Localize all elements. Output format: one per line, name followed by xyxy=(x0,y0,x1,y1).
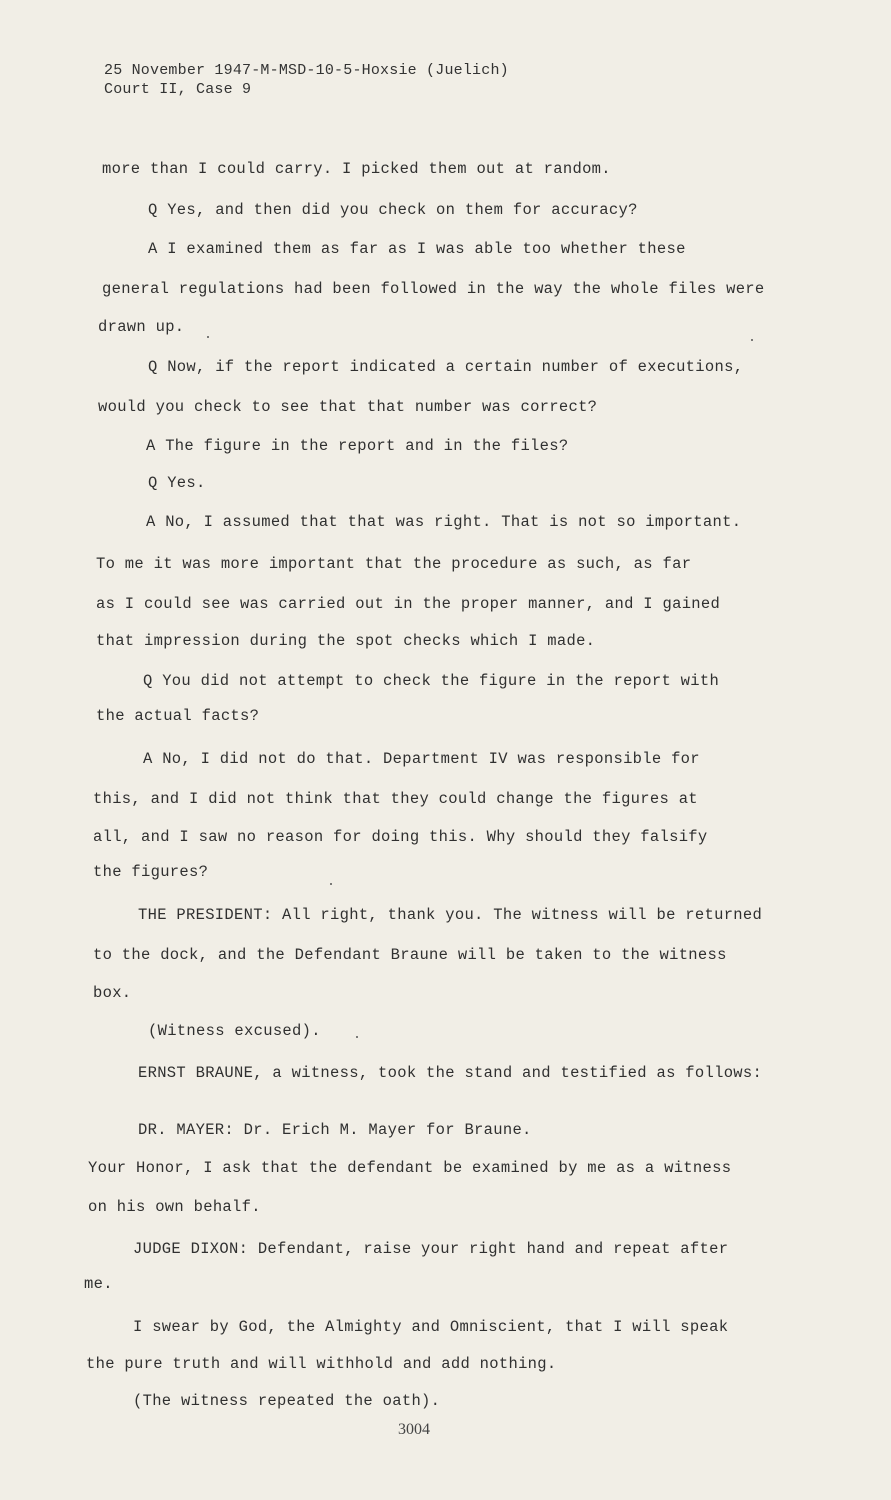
transcript-line: Your Honor, I ask that the defendant be examined by me as a witness xyxy=(88,1159,732,1177)
ink-speck xyxy=(751,339,753,341)
transcript-line: Q You did not attempt to check the figure in the report with xyxy=(143,672,720,690)
transcript-line: more than I could carry. I picked them out at random. xyxy=(102,160,611,178)
transcript-line: A I examined them as far as I was able too whether these xyxy=(148,240,686,258)
ink-speck xyxy=(330,883,332,885)
transcript-line: Q Yes. xyxy=(148,474,206,492)
transcript-line: to the dock, and the Defendant Braune will be taken to the witness xyxy=(93,946,727,964)
page-number: 3004 xyxy=(398,1421,430,1438)
transcript-line: Q Yes, and then did you check on them for accuracy? xyxy=(148,201,638,219)
transcript-line: me. xyxy=(84,1275,113,1293)
transcript-line: drawn up. xyxy=(98,318,185,336)
transcript-line: (Witness excused). xyxy=(148,1022,321,1040)
transcript-line: the figures? xyxy=(93,863,209,881)
ink-speck xyxy=(207,336,209,338)
transcript-line: general regulations had been followed in the way the whole files were xyxy=(102,280,765,298)
transcript-line: as I could see was carried out in the proper manner, and I gained xyxy=(96,595,721,613)
header-court-case: Court II, Case 9 xyxy=(104,81,252,98)
transcript-line: that impression during the spot checks which I made. xyxy=(96,632,596,650)
transcript-line: box. xyxy=(93,984,132,1002)
transcript-line: A No, I assumed that that was right. That is not so important. xyxy=(146,513,742,531)
transcript-line: JUDGE DIXON: Defendant, raise your right hand and repeat after xyxy=(133,1240,729,1258)
transcript-line: Q Now, if the report indicated a certain number of executions, xyxy=(148,358,744,376)
transcript-line: To me it was more important that the procedure as such, as far xyxy=(96,555,692,573)
header-citation: 25 November 1947-M-MSD-10-5-Hoxsie (Juelich) xyxy=(104,62,509,79)
transcript-line: would you check to see that that number was correct? xyxy=(98,398,598,416)
transcript-line: A No, I did not do that. Department IV was responsible for xyxy=(143,750,700,768)
transcript-line: DR. MAYER: Dr. Erich M. Mayer for Braune. xyxy=(138,1121,532,1139)
transcript-line: THE PRESIDENT: All right, thank you. The witness will be returned xyxy=(138,906,763,924)
transcript-line: (The witness repeated the oath). xyxy=(133,1392,441,1410)
transcript-line: I swear by God, the Almighty and Omniscient, that I will speak xyxy=(133,1318,729,1336)
transcript-line: A The figure in the report and in the files? xyxy=(146,437,569,455)
transcript-line: the actual facts? xyxy=(96,707,260,725)
transcript-line: this, and I did not think that they could change the figures at xyxy=(93,790,698,808)
transcript-line: the pure truth and will withhold and add nothing. xyxy=(86,1355,557,1373)
transcript-line: ERNST BRAUNE, a witness, took the stand and testified as follows: xyxy=(138,1064,763,1082)
transcript-line: on his own behalf. xyxy=(88,1198,261,1216)
ink-speck xyxy=(356,1036,358,1038)
transcript-line: all, and I saw no reason for doing this. Why should they falsify xyxy=(93,828,708,846)
